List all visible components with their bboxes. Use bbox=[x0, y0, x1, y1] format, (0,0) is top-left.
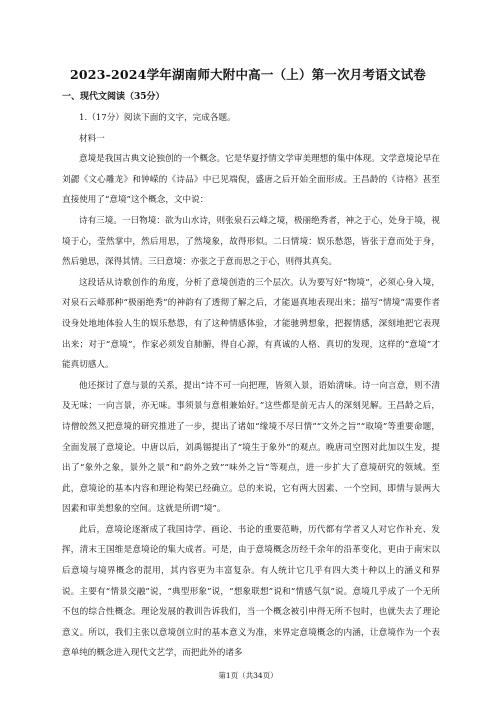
exam-title: 2023-2024学年湖南师大附中高一（上）第一次月考语文试卷 bbox=[70, 67, 426, 82]
paragraph-3: 这段话从诗歌创作的角度，分析了意境创造的三个层次。认为要写好“物境”，必须心身入境，对泉石云峰那种“极丽绝秀”的神韵有了透彻了解之后，才能逼真地表现出来；描写“情境”需要作者设身处地地体验人生的娱乐愁怨，有了这种情感体验，才能驰骋想象，把握情感，深刻地把它表现出来；对于“意境”，作家必须发自肺腑，得自心源，有真诚的人格、真切的发现，这样的“意境”才能真切感人。 bbox=[62, 277, 440, 371]
document-body bbox=[62, 108, 440, 664]
quote-paragraph: 诗有三境。一曰物境：欲为山水诗，则张泉石云峰之境，极丽绝秀者，神之于心，处身于境，视境于心，莹然掌中，然后用思，了然境象，故得形似。二曰情境：娱乐愁怨，皆张于意而处于身，然后驰思，深得其情。三曰意境：亦张之于意而思之于心，则得其真矣。 bbox=[62, 215, 440, 268]
page-footer: 第1页（共34页） bbox=[218, 671, 278, 680]
section-heading: 一、现代文阅读（35分） bbox=[62, 92, 165, 102]
paragraph-4: 他还探讨了意与景的关系，提出“诗不可一向把理，皆须入景，语始清味。诗一向言意，则不清及无味；一向言景，亦无味。事须景与意相兼始好。”这些都是前无古人的深刻见解。王昌龄之后，诗僧皎然又把意境的研究推进了一步，提出了诸如“缘境不尽曰情”“文外之旨”“取境”等重要命题，全面发展了意境论。中唐以后，刘禹锡提出了“境生于象外”的观点。晚唐司空图对此加以生发，提出了“象外之象，景外之景”和“韵外之致”“味外之旨”等观点，进一步扩大了意境研究的领域。至此，意境论的基本内容和理论构架已经确立。总的来说，它有两大因素、一个空间，即情与景两大因素和审美想象的空间。这就是所谓“境”。 bbox=[62, 380, 440, 515]
paragraph-5: 此后，意境论逐渐成了我国诗学、画论、书论的重要范畴，历代都有学者又人对它作补充、发挥，清末王国维是意境论的集大成者。可是，由于意境概念历经千余年的沿革变化，更由于南宋以后意境与境界概念的混用，其内容更为丰富复杂。有人统计它几乎有四大类十种以上的涵义和界说。主要有“情景交融”说，“典型形象”说，“想象联想”说和“情感气氛”说。意境几乎成了一个无所不包的综合性概念。理论发展的教训告诉我们，当一个概念被引申得无所不包时，也就失去了理论意义。所以，我们主张以意境创立时的基本意义为准，来界定意境概念的内涵，让意境作为一个表意单纯的概念进入现代文艺学，而把此外的诸多 bbox=[62, 524, 440, 659]
question-prompt: 1.（17分）阅读下面的文字，完成各题。 bbox=[79, 113, 236, 123]
material-label: 材料一 bbox=[79, 133, 105, 144]
paragraph-1: 意境是我国古典文论独创的一个概念。它是华夏抒情文学审美理想的集中体现。文学意境论早在刘勰《文心雕龙》和钟嵘的《诗品》中已见端倪，盛唐之后开始全面形成。王昌龄的《诗格》甚至直接使用了“意境”这个概念，文中说： bbox=[62, 154, 440, 206]
